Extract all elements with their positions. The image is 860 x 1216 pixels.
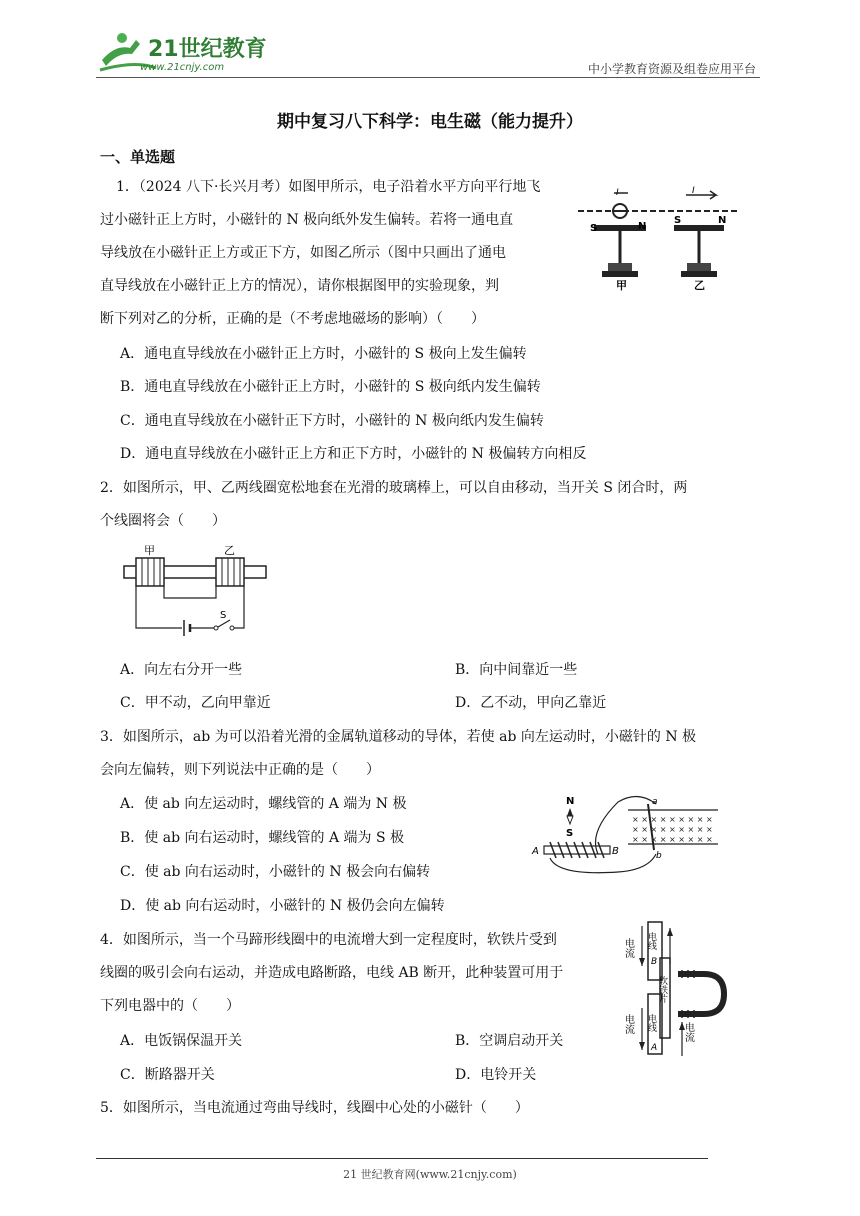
q1-label-i: I bbox=[616, 188, 619, 198]
q1-line: 导线放在小磁针正上方或正下方，如图乙所示（图中只画出了通电 bbox=[100, 245, 506, 261]
q2-figure bbox=[120, 542, 270, 638]
q2-label-jia: 甲 bbox=[144, 544, 155, 557]
q4-line: 下列电器中的（ ） bbox=[100, 998, 240, 1014]
q4-label-b: B bbox=[651, 957, 658, 967]
q2-option-d[interactable]: D．乙不动，甲向乙靠近 bbox=[455, 695, 607, 711]
section-heading: 一、单选题 bbox=[100, 148, 176, 166]
header-divider bbox=[96, 77, 760, 78]
q3-label-b-end: B bbox=[612, 846, 619, 857]
q3-option-c[interactable]: C．使 ab 向右运动时，小磁针的 N 极会向右偏转 bbox=[120, 864, 431, 880]
q1-option-c[interactable]: C．通电直导线放在小磁针正下方时，小磁针的 N 极向纸内发生偏转 bbox=[120, 413, 544, 429]
q3-option-d[interactable]: D．使 ab 向右运动时，小磁针的 N 极仍会向左偏转 bbox=[120, 898, 445, 914]
q1-label-n: N bbox=[638, 221, 647, 232]
q3-line: 3．如图所示，ab 为可以沿着光滑的金属轨道移动的导体，若使 ab 向左运动时，小磁针的 N 极 bbox=[100, 729, 697, 745]
q2-label-s: S bbox=[220, 610, 227, 621]
q4-figure bbox=[624, 918, 730, 1060]
q1-option-d[interactable]: D．通电直导线放在小磁针正上方和正下方时，小磁针的 N 极偏转方向相反 bbox=[120, 446, 587, 462]
q4-label-current-left: 电流 bbox=[622, 1014, 634, 1034]
q4-option-b[interactable]: B．空调启动开关 bbox=[455, 1033, 564, 1049]
q3-label-a-rod: a bbox=[652, 797, 658, 807]
q1-line: 1．（2024 八下·长兴月考）如图甲所示，电子沿着水平方向平行地飞 bbox=[116, 179, 541, 195]
q1-line: 直导线放在小磁针正上方的情况），请你根据图甲的实验现象，判 bbox=[100, 278, 499, 294]
q2-option-a[interactable]: A．向左右分开一些 bbox=[120, 662, 243, 678]
q4-option-d[interactable]: D．电铃开关 bbox=[455, 1067, 537, 1083]
q4-option-c[interactable]: C．断路器开关 bbox=[120, 1067, 215, 1083]
q1-line: 断下列对乙的分析，正确的是（不考虑地磁场的影响）（ ） bbox=[100, 311, 485, 327]
q1-label-i2: I bbox=[692, 186, 695, 196]
q2-option-c[interactable]: C．甲不动，乙向甲靠近 bbox=[120, 695, 271, 711]
q1-label-n2: N bbox=[718, 215, 727, 226]
q1-option-a[interactable]: A．通电直导线放在小磁针正上方时，小磁针的 S 极向上发生偏转 bbox=[120, 346, 527, 362]
footer-divider bbox=[96, 1158, 708, 1159]
q4-option-a[interactable]: A．电饭锅保温开关 bbox=[120, 1033, 243, 1049]
q1-figure bbox=[576, 183, 742, 293]
platform-name: 中小学教育资源及组卷应用平台 bbox=[587, 62, 756, 76]
q4-label-current-right: 电流 bbox=[682, 1022, 694, 1042]
q1-label-s2: S bbox=[674, 215, 682, 226]
q4-label-wire-b: 电线 bbox=[646, 932, 656, 950]
q4-label-a: A bbox=[651, 1043, 658, 1053]
q3-label-s: S bbox=[566, 828, 574, 839]
footer-text: 21 世纪教育网(www.21cnjy.com) bbox=[343, 1168, 517, 1181]
q1-option-b[interactable]: B．通电直导线放在小磁针正上方时，小磁针的 S 极向纸内发生偏转 bbox=[120, 379, 541, 395]
logo-url: www.21cnjy.com bbox=[140, 62, 225, 73]
q3-figure bbox=[528, 792, 724, 878]
q2-line: 2．如图所示，甲、乙两线圈宽松地套在光滑的玻璃棒上，可以自由移动，当开关 S 闭合时，两 bbox=[100, 480, 688, 496]
q4-line: 线圈的吸引会向右运动，并造成电路断路，电线 AB 断开，此种装置可用于 bbox=[100, 965, 564, 981]
q2-line: 个线圈将会（ ） bbox=[100, 513, 226, 529]
svg-text:× × × × × × × × ×: × × × × × × × × × bbox=[632, 825, 713, 834]
svg-text:× × × × × × × × ×: × × × × × × × × × bbox=[632, 835, 713, 844]
q5-line: 5．如图所示，当电流通过弯曲导线时，线圈中心处的小磁针（ ） bbox=[100, 1100, 529, 1116]
q1-label-jia: 甲 bbox=[616, 279, 627, 292]
q4-line: 4．如图所示，当一个马蹄形线圈中的电流增大到一定程度时，软铁片受到 bbox=[100, 932, 557, 948]
q1-label-yi: 乙 bbox=[694, 279, 705, 292]
q1-line: 过小磁针正上方时，小磁针的 N 极向纸外发生偏转。若将一通电直 bbox=[100, 212, 514, 228]
q4-label-current-top: 电流 bbox=[622, 938, 634, 958]
q3-label-n: N bbox=[566, 796, 575, 807]
q4-label-wire-a: 电线 bbox=[646, 1014, 656, 1032]
q3-option-a[interactable]: A．使 ab 向左运动时，螺线管的 A 端为 N 极 bbox=[120, 796, 407, 812]
logo-text: 21世纪教育 bbox=[148, 37, 267, 62]
q2-option-b[interactable]: B．向中间靠近一些 bbox=[455, 662, 578, 678]
svg-text:× × × × × × × × ×: × × × × × × × × × bbox=[632, 815, 713, 824]
document-title: 期中复习八下科学：电生磁（能力提升） bbox=[277, 112, 583, 132]
q3-line: 会向左偏转，则下列说法中正确的是（ ） bbox=[100, 762, 380, 778]
q2-label-yi: 乙 bbox=[224, 544, 235, 557]
q3-label-b-rod: b bbox=[656, 851, 662, 861]
q1-label-s: S bbox=[590, 223, 598, 234]
q3-label-a-end: A bbox=[532, 846, 539, 857]
q3-option-b[interactable]: B．使 ab 向右运动时，螺线管的 A 端为 S 极 bbox=[120, 830, 404, 846]
q4-label-iron: 软铁片 bbox=[657, 976, 667, 1003]
